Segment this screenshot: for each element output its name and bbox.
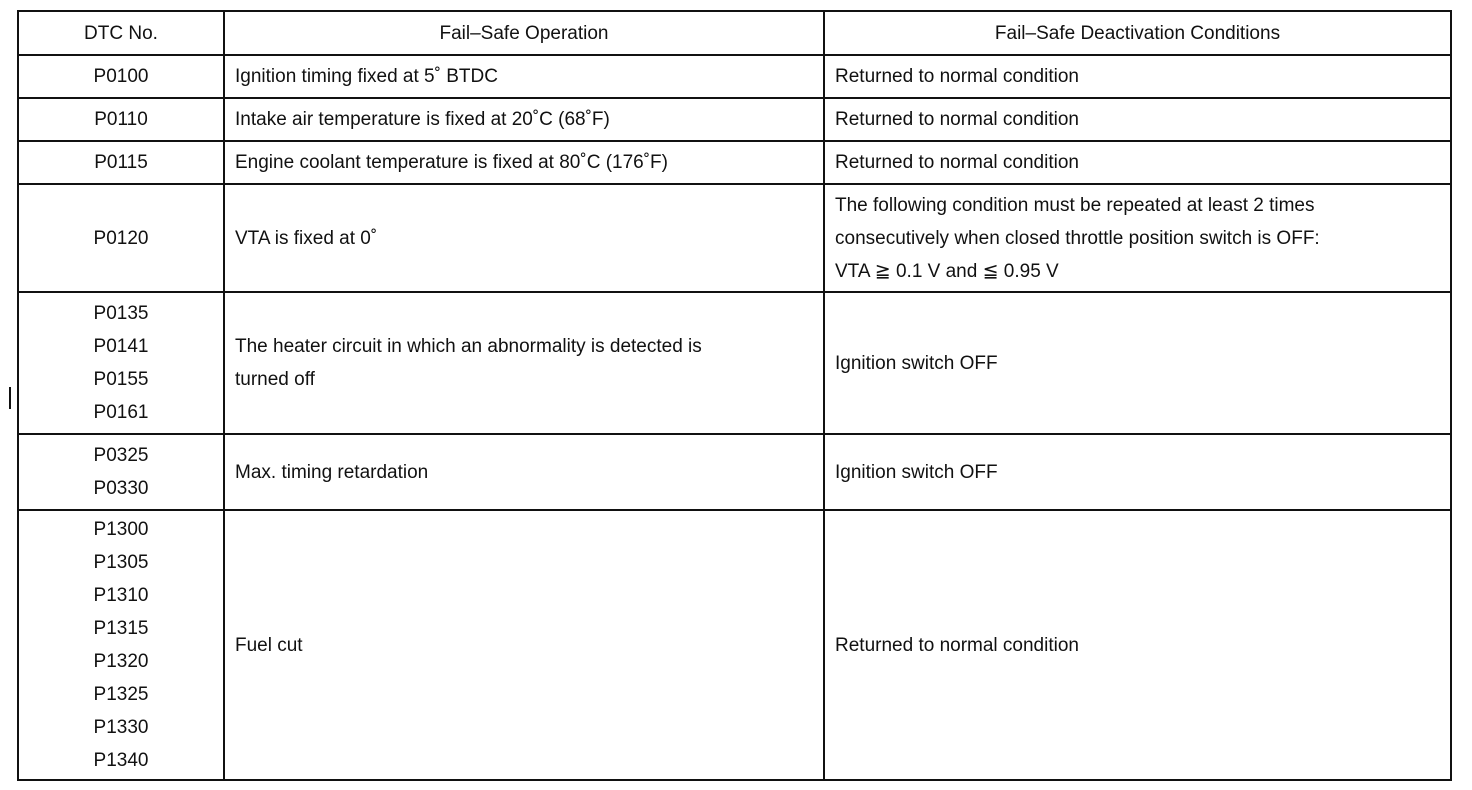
operation-text: Intake air temperature is fixed at 20˚C (68˚F) — [235, 109, 610, 130]
operation-text: The heater circuit in which an abnormality is detected is — [235, 336, 702, 357]
dtc-code: P0141 — [93, 336, 149, 357]
dtc-code: P0155 — [93, 369, 149, 390]
dtc-cell — [18, 434, 224, 510]
table-row — [18, 98, 1451, 141]
dtc-code: P0120 — [93, 227, 149, 249]
dtc-code: P1330 — [93, 717, 149, 738]
deactivation-text: VTA ≧ 0.1 V and ≦ 0.95 V — [835, 260, 1059, 282]
header-row — [18, 11, 1451, 55]
margin-change-bar — [9, 387, 11, 409]
deactivation-cell — [824, 292, 1451, 434]
operation-text: Max. timing retardation — [235, 461, 429, 483]
deactivation-text: Returned to normal condition — [835, 109, 1079, 130]
operation-cell — [224, 98, 824, 141]
deactivation-text: Ignition switch OFF — [835, 461, 998, 483]
deactivation-cell — [824, 141, 1451, 184]
header-fail-safe-deactivation: Fail–Safe Deactivation Conditions — [824, 11, 1451, 55]
table-row — [18, 184, 1451, 292]
dtc-code: P1340 — [93, 750, 149, 771]
deactivation-text: The following condition must be repeated at least 2 times — [835, 194, 1315, 216]
deactivation-text: Returned to normal condition — [835, 634, 1079, 656]
operation-text: Engine coolant temperature is fixed at 80˚C (176˚F) — [235, 152, 668, 173]
dtc-cell — [18, 292, 224, 434]
table-row — [18, 55, 1451, 98]
operation-cell — [224, 141, 824, 184]
dtc-code: P1325 — [93, 684, 149, 705]
dtc-cell — [18, 141, 224, 184]
fail-safe-table — [17, 10, 1452, 781]
dtc-code: P1310 — [93, 585, 149, 606]
dtc-cell — [18, 510, 224, 780]
table-row — [18, 141, 1451, 184]
table-row — [18, 292, 1451, 434]
operation-cell — [224, 184, 824, 292]
operation-text: VTA is fixed at 0˚ — [235, 227, 378, 249]
dtc-cell — [18, 184, 224, 292]
dtc-code: P0135 — [93, 303, 149, 324]
dtc-code: P0100 — [93, 66, 149, 87]
deactivation-text: Returned to normal condition — [835, 152, 1079, 173]
operation-text: Fuel cut — [235, 634, 303, 656]
dtc-code: P1315 — [93, 618, 149, 639]
operation-text: turned off — [235, 369, 315, 390]
table-row — [18, 510, 1451, 780]
deactivation-cell — [824, 55, 1451, 98]
deactivation-cell — [824, 510, 1451, 780]
deactivation-text: consecutively when closed throttle position switch is OFF: — [835, 227, 1320, 249]
operation-cell — [224, 434, 824, 510]
deactivation-text: Ignition switch OFF — [835, 352, 998, 374]
dtc-code: P0115 — [94, 152, 148, 173]
operation-cell — [224, 510, 824, 780]
table-row — [18, 434, 1451, 510]
dtc-code: P0161 — [93, 402, 149, 423]
header-fail-safe-operation: Fail–Safe Operation — [224, 11, 824, 55]
operation-cell — [224, 55, 824, 98]
dtc-code: P1305 — [93, 552, 149, 573]
dtc-code: P0325 — [93, 445, 149, 466]
operation-text: Ignition timing fixed at 5˚ BTDC — [235, 66, 498, 87]
dtc-code: P0110 — [94, 109, 148, 130]
deactivation-cell — [824, 184, 1451, 292]
deactivation-text: Returned to normal condition — [835, 66, 1079, 87]
dtc-code: P1320 — [93, 651, 149, 672]
header-dtc-no: DTC No. — [18, 11, 224, 55]
deactivation-cell — [824, 98, 1451, 141]
deactivation-cell — [824, 434, 1451, 510]
dtc-cell — [18, 55, 224, 98]
dtc-cell — [18, 98, 224, 141]
dtc-code: P1300 — [93, 519, 149, 540]
operation-cell — [224, 292, 824, 434]
dtc-code: P0330 — [93, 478, 149, 499]
